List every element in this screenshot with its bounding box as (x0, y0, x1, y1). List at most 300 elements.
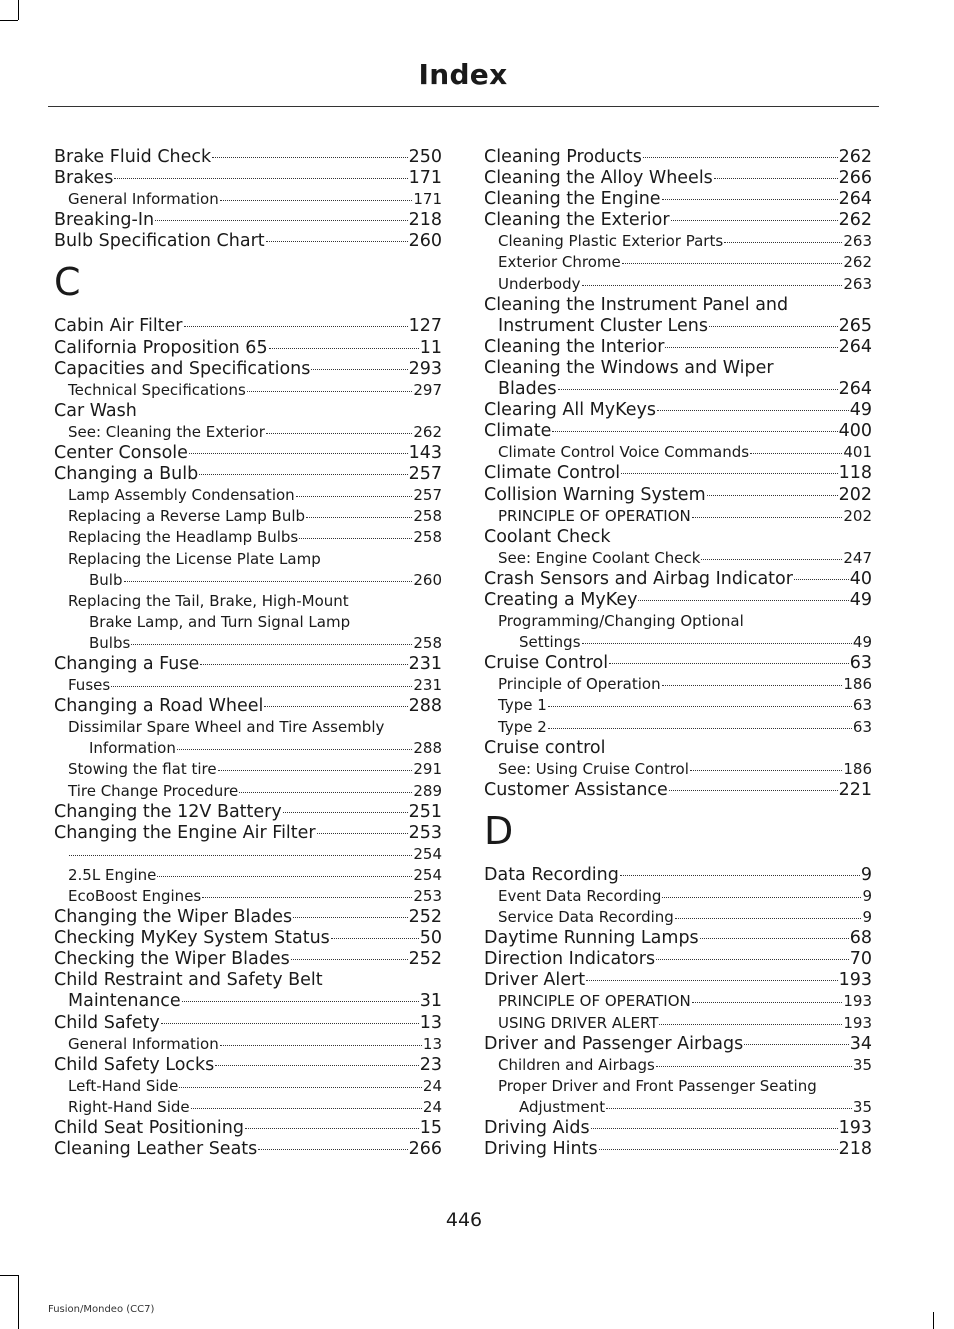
dot-leader (548, 706, 852, 707)
entry-label: Event Data Recording (498, 887, 662, 905)
index-subentry (54, 781, 442, 802)
index-subentry (54, 189, 442, 210)
index-subentry (484, 759, 872, 780)
entry-label: Capacities and Specifications (54, 358, 311, 379)
index-entry (484, 147, 872, 168)
dot-leader (131, 644, 412, 645)
index-subentry (484, 674, 872, 695)
entry-page-number: 193 (843, 1013, 872, 1032)
entry-label: Driving Aids (484, 1118, 590, 1139)
dot-leader (184, 326, 408, 327)
entry-label: PRINCIPLE OF OPERATION (498, 506, 691, 525)
index-entry (484, 485, 872, 506)
index-entry (484, 295, 872, 316)
dot-leader (662, 685, 843, 686)
index-entry (484, 210, 872, 231)
entry-label: Adjustment (519, 1097, 606, 1116)
index-entry (54, 802, 442, 823)
index-entry (54, 231, 442, 252)
entry-label: Checking the Wiper Blades (54, 949, 290, 970)
entry-label: General Information (68, 190, 219, 209)
crop-mark (0, 1275, 18, 1276)
entry-page-number: 13 (419, 1012, 442, 1033)
entry-label: Service Data Recording (498, 908, 674, 927)
index-subentry (54, 738, 442, 759)
entry-page-number: 266 (408, 1139, 442, 1160)
entry-label: Customer Assistance (484, 779, 668, 800)
index-subentry (484, 1013, 872, 1034)
entry-page-number: 143 (408, 443, 442, 464)
entry-page-number: 251 (408, 801, 442, 822)
index-entry (484, 379, 872, 400)
entry-page-number: 34 (849, 1033, 872, 1054)
index-entry (484, 738, 872, 759)
entry-label: Bulbs (89, 633, 131, 652)
index-entry (54, 443, 442, 464)
entry-label: Blades (498, 379, 557, 400)
dot-leader (744, 1044, 849, 1045)
entry-page-number: 221 (838, 779, 872, 800)
index-entry (54, 210, 442, 231)
entry-label: Cleaning the Instrument Panel and (484, 294, 789, 315)
entry-label: Car Wash (54, 400, 137, 421)
index-entry (54, 359, 442, 380)
dot-leader (657, 410, 849, 411)
entry-page-number: 289 (413, 781, 442, 800)
entry-page-number: 250 (408, 147, 442, 167)
index-subentry (54, 591, 442, 612)
entry-page-number: 186 (843, 675, 872, 694)
index-subentry (484, 717, 872, 738)
index-entry (484, 316, 872, 337)
index-subentry (54, 633, 442, 654)
entry-page-number: 49 (852, 633, 872, 652)
entry-label: Driving Hints (484, 1139, 598, 1160)
dot-leader (283, 812, 408, 813)
dot-leader (582, 643, 852, 644)
crop-mark (933, 1312, 934, 1329)
entry-page-number: 24 (422, 1076, 442, 1095)
index-entry (54, 928, 442, 949)
index-entry (54, 654, 442, 675)
page-number: 446 (445, 1209, 483, 1231)
entry-label: See: Engine Coolant Check (498, 548, 701, 567)
dot-leader (331, 938, 419, 939)
entry-label: Tire Change Procedure (68, 781, 239, 800)
entry-label: See: Cleaning the Exterior (68, 422, 265, 441)
section-letter: C (54, 260, 81, 305)
index-subentry (484, 548, 872, 569)
dot-leader (311, 369, 407, 370)
index-entry (54, 991, 442, 1012)
entry-page-number: 253 (408, 822, 442, 843)
dot-leader (296, 496, 413, 497)
entry-label: Checking MyKey System Status (54, 928, 330, 949)
entry-label: Lamp Assembly Condensation (68, 486, 295, 505)
entry-page-number: 288 (408, 696, 442, 717)
entry-label: Replacing the License Plate Lamp (68, 549, 321, 568)
entry-page-number: 50 (419, 928, 442, 949)
entry-page-number: 35 (852, 1097, 872, 1116)
entry-label: Cleaning the Windows and Wiper (484, 357, 774, 378)
entry-label: Replacing the Headlamp Bulbs (68, 528, 299, 547)
index-subentry (54, 506, 442, 527)
dot-leader (177, 749, 413, 750)
dot-leader (586, 980, 838, 981)
entry-label: Collision Warning System (484, 484, 706, 505)
entry-page-number: 231 (408, 653, 442, 674)
header-rule (48, 106, 879, 107)
entry-label: Fuses (68, 676, 111, 695)
dot-leader (179, 1087, 422, 1088)
dot-leader (266, 241, 408, 242)
index-entry (54, 823, 442, 844)
entry-label: General Information (68, 1034, 219, 1053)
entry-label: Changing the Engine Air Filter (54, 822, 316, 843)
footer-model: Fusion/Mondeo (CC7) (48, 1304, 155, 1315)
entry-page-number: 193 (838, 970, 872, 991)
entry-label: Bulb (89, 570, 123, 589)
entry-label: Bulb Specification Chart (54, 231, 265, 252)
dot-leader (622, 263, 843, 264)
dot-leader (220, 200, 413, 201)
entry-label: Stowing the flat tire (68, 760, 217, 779)
entry-page-number: 193 (843, 992, 872, 1011)
entry-label: Driver and Passenger Airbags (484, 1033, 744, 1054)
entry-page-number: 9 (862, 908, 872, 927)
index-subentry (54, 527, 442, 548)
entry-page-number: 202 (843, 506, 872, 525)
entry-page-number: 9 (862, 887, 872, 905)
dot-leader (114, 178, 407, 179)
entry-page-number: 254 (413, 865, 442, 884)
entry-label: Brakes (54, 168, 114, 189)
entry-page-number: 262 (843, 253, 872, 272)
entry-page-number: 260 (408, 231, 442, 252)
entry-label: USING DRIVER ALERT (498, 1013, 659, 1032)
dot-leader (714, 178, 838, 179)
dot-leader (306, 517, 412, 518)
dot-leader (656, 959, 849, 960)
index-subentry (54, 380, 442, 401)
dot-leader (609, 663, 849, 664)
index-subentry (484, 442, 872, 463)
index-subentry (54, 570, 442, 591)
entry-page-number: 186 (843, 759, 872, 778)
dot-leader (700, 938, 849, 939)
index-entry (484, 189, 872, 210)
index-entry (484, 928, 872, 949)
entry-label: Settings (519, 633, 581, 652)
index-subentry (54, 1076, 442, 1097)
index-subentry (54, 612, 442, 633)
dot-leader (591, 1128, 838, 1129)
entry-page-number: 63 (849, 653, 872, 674)
entry-page-number: 400 (838, 421, 872, 442)
dot-leader (161, 1023, 419, 1024)
dot-leader (620, 875, 860, 876)
dot-leader (750, 453, 842, 454)
page-title: Index (418, 58, 508, 91)
entry-label: Direction Indicators (484, 949, 656, 970)
entry-label: Changing a Fuse (54, 653, 200, 674)
entry-page-number: 171 (408, 168, 442, 189)
entry-label: Changing the Wiper Blades (54, 907, 293, 928)
entry-page-number: 11 (419, 337, 442, 358)
entry-label: Principle of Operation (498, 675, 661, 694)
dot-leader (582, 285, 843, 286)
crop-mark (18, 1275, 19, 1329)
dot-leader (111, 686, 412, 687)
dot-leader (215, 1065, 418, 1066)
entry-label: Clearing All MyKeys (484, 400, 656, 421)
entry-page-number: 258 (413, 528, 442, 547)
dot-leader (638, 600, 848, 601)
index-entry (484, 337, 872, 358)
entry-page-number: 202 (838, 484, 872, 505)
entry-page-number: 63 (852, 717, 872, 736)
index-entry (54, 970, 442, 991)
entry-page-number: 252 (408, 949, 442, 970)
index-entry (54, 338, 442, 359)
entry-label: Coolant Check (484, 526, 611, 547)
dot-leader (707, 495, 838, 496)
index-entry (484, 1118, 872, 1139)
entry-label: Changing a Road Wheel (54, 696, 264, 717)
entry-label: Maintenance (68, 991, 181, 1012)
entry-label: Children and Airbags (498, 1055, 655, 1074)
entry-page-number: 171 (413, 190, 442, 209)
entry-page-number: 258 (413, 507, 442, 526)
dot-leader (200, 664, 407, 665)
index-subentry (484, 1097, 872, 1118)
index-entry (484, 865, 872, 886)
index-subentry (54, 422, 442, 443)
entry-label: Child Safety (54, 1012, 160, 1033)
index-entry (484, 168, 872, 189)
entry-label: Cleaning Plastic Exterior Parts (498, 232, 724, 251)
entry-page-number: 297 (413, 380, 442, 399)
dot-leader (701, 559, 842, 560)
entry-label: Programming/Changing Optional (498, 612, 744, 631)
entry-label: Left-Hand Side (68, 1076, 179, 1095)
dot-leader (245, 1128, 419, 1129)
index-subentry (484, 1076, 872, 1097)
index-entry (484, 780, 872, 801)
entry-label: Child Restraint and Safety Belt (54, 970, 323, 991)
entry-page-number: 291 (413, 760, 442, 779)
dot-leader (269, 348, 419, 349)
entry-page-number: 264 (838, 189, 872, 210)
entry-page-number: 40 (849, 568, 872, 589)
entry-page-number: 63 (852, 696, 872, 715)
entry-label: Breaking-In (54, 210, 155, 231)
index-subentry (54, 844, 442, 865)
index-subentry (54, 1034, 442, 1055)
index-subentry (54, 675, 442, 696)
entry-label: Replacing a Reverse Lamp Bulb (68, 507, 306, 526)
entry-page-number: 193 (838, 1118, 872, 1139)
entry-label: Child Safety Locks (54, 1054, 215, 1075)
dot-leader (690, 770, 842, 771)
index-subentry (484, 611, 872, 632)
index-subentry (484, 274, 872, 295)
index-entry (54, 696, 442, 717)
dot-leader (299, 538, 412, 539)
index-column-right (484, 147, 872, 1160)
entry-label: Proper Driver and Front Passenger Seating (498, 1076, 817, 1095)
entry-page-number: 35 (852, 1055, 872, 1074)
index-subentry (54, 886, 442, 907)
entry-page-number: 23 (419, 1054, 442, 1075)
index-entry (54, 316, 442, 337)
entry-page-number: 266 (838, 168, 872, 189)
entry-page-number: 231 (413, 676, 442, 695)
entry-page-number: 258 (413, 633, 442, 652)
dot-leader (669, 790, 838, 791)
index-column-left (54, 147, 442, 1160)
entry-page-number: 127 (408, 316, 442, 337)
entry-label: Information (89, 739, 176, 758)
entry-label: Changing the 12V Battery (54, 801, 282, 822)
dot-leader (662, 897, 861, 898)
dot-leader (656, 1066, 852, 1067)
section-letter: D (484, 808, 514, 853)
entry-page-number: 263 (843, 274, 872, 293)
index-subentry (484, 886, 872, 907)
entry-page-number: 257 (413, 486, 442, 505)
index-entry (484, 1034, 872, 1055)
index-entry (54, 464, 442, 485)
index-entry (484, 949, 872, 970)
index-entry (54, 168, 442, 189)
dot-leader (189, 453, 408, 454)
entry-label: Brake Fluid Check (54, 147, 212, 167)
index-subentry (484, 1055, 872, 1076)
entry-label: Daytime Running Lamps (484, 928, 699, 949)
dot-leader (552, 431, 837, 432)
entry-label: Type 2 (498, 717, 547, 736)
dot-leader (155, 220, 408, 221)
index-subentry (54, 1097, 442, 1118)
dot-leader (692, 517, 843, 518)
dot-leader (659, 1024, 842, 1025)
entry-label: See: Using Cruise Control (498, 759, 689, 778)
index-entry (484, 1139, 872, 1160)
entry-page-number: 401 (843, 443, 872, 462)
entry-page-number: 24 (422, 1097, 442, 1116)
dot-leader (291, 959, 408, 960)
dot-leader (157, 876, 412, 877)
index-entry (484, 590, 872, 611)
entry-page-number: 263 (843, 232, 872, 251)
entry-label: Center Console (54, 443, 188, 464)
entry-page-number: 265 (838, 315, 872, 336)
dot-leader (621, 473, 837, 474)
index-entry (484, 463, 872, 484)
index-subentry (484, 632, 872, 653)
dot-leader (724, 242, 842, 243)
entry-page-number: 49 (849, 589, 872, 610)
entry-page-number: 15 (419, 1118, 442, 1139)
dot-leader (218, 770, 413, 771)
index-subentry (54, 865, 442, 886)
dot-leader (266, 433, 412, 434)
index-entry (484, 421, 872, 442)
index-subentry (54, 759, 442, 780)
entry-label: Crash Sensors and Airbag Indicator (484, 568, 793, 589)
entry-page-number: 264 (838, 336, 872, 357)
index-subentry (54, 549, 442, 570)
entry-page-number: 288 (413, 739, 442, 758)
index-entry (484, 569, 872, 590)
dot-leader (317, 833, 408, 834)
index-entry (484, 653, 872, 674)
dot-leader (220, 1045, 422, 1046)
index-entry (54, 1118, 442, 1139)
dot-leader (191, 1108, 422, 1109)
entry-label: Cruise control (484, 737, 606, 758)
index-subentry (484, 991, 872, 1012)
index-entry (54, 401, 442, 422)
dot-leader (599, 1149, 838, 1150)
entry-page-number: 257 (408, 464, 442, 485)
entry-page-number: 31 (419, 991, 442, 1012)
entry-label: Data Recording (484, 864, 619, 885)
index-subentry (484, 252, 872, 273)
entry-label: Instrument Cluster Lens (498, 315, 708, 336)
dot-leader (675, 918, 862, 919)
entry-label: Cleaning the Alloy Wheels (484, 168, 713, 189)
entry-label: Driver Alert (484, 970, 586, 991)
entry-page-number: 260 (413, 570, 442, 589)
entry-page-number: 9 (860, 864, 872, 885)
entry-page-number: 247 (843, 548, 872, 567)
dot-leader (199, 474, 407, 475)
index-subentry (54, 717, 442, 738)
entry-page-number: 70 (849, 949, 872, 970)
index-entry (54, 907, 442, 928)
index-subentry (484, 506, 872, 527)
dot-leader (264, 706, 407, 707)
dot-leader (671, 220, 838, 221)
entry-label: Cruise Control (484, 653, 609, 674)
dot-leader (293, 917, 407, 918)
index-entry (54, 1055, 442, 1076)
index-entry (54, 147, 442, 168)
index-entry (484, 400, 872, 421)
index-subentry (484, 231, 872, 252)
entry-page-number: 68 (849, 928, 872, 949)
dot-leader (643, 157, 838, 158)
entry-page-number: 118 (838, 463, 872, 484)
entry-label: Cleaning the Interior (484, 336, 665, 357)
index-entry (484, 527, 872, 548)
entry-label: Cleaning the Engine (484, 189, 661, 210)
dot-leader (258, 1149, 407, 1150)
entry-page-number: 262 (838, 210, 872, 231)
crop-mark (18, 0, 19, 20)
index-entry (484, 358, 872, 379)
entry-label: Changing a Bulb (54, 464, 199, 485)
entry-label: Underbody (498, 274, 581, 293)
dot-leader (548, 728, 852, 729)
entry-page-number: 218 (838, 1139, 872, 1160)
entry-label: 2.5L Engine (68, 865, 157, 884)
dot-leader (239, 792, 412, 793)
entry-label: Climate Control Voice Commands (498, 443, 750, 462)
dot-leader (202, 897, 412, 898)
